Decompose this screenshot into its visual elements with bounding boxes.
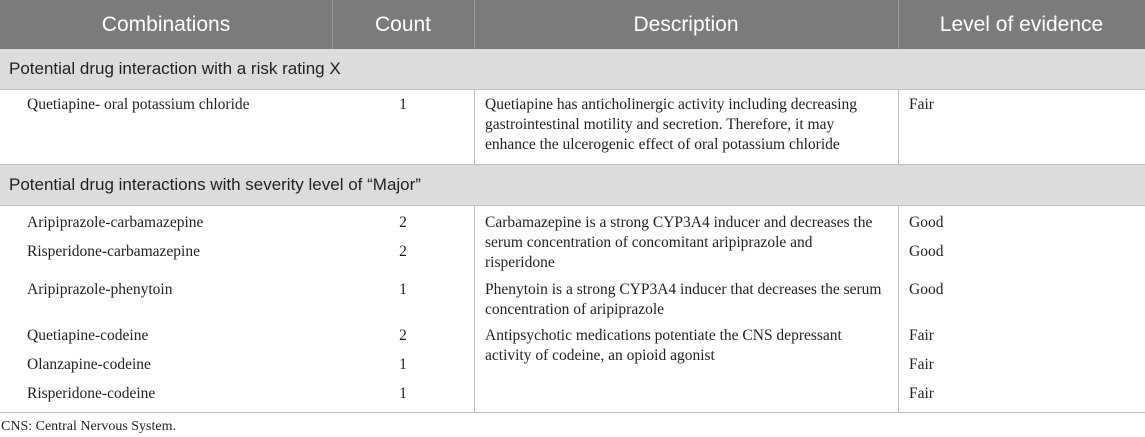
count-cell: 2 (399, 214, 407, 231)
count-cell: 2 (399, 243, 407, 260)
table-header (0, 0, 1145, 49)
row-divider (0, 205, 1145, 206)
description-line: Carbamazepine is a strong CYP3A4 inducer and decreases the (485, 214, 873, 231)
count-cell: 1 (399, 356, 407, 373)
combination-cell: Risperidone-codeine (27, 385, 156, 402)
header-divider (898, 0, 899, 49)
description-line: enhance the ulcerogenic effect of oral potassium chloride (485, 136, 840, 153)
combination-cell: Risperidone-carbamazepine (27, 243, 200, 260)
level-cell: Fair (909, 327, 934, 344)
column-divider (474, 205, 475, 413)
combination-cell: Quetiapine-codeine (27, 327, 149, 344)
footnote: CNS: Central Nervous System. (1, 419, 176, 434)
combination-cell: Quetiapine- oral potassium chloride (27, 96, 250, 113)
level-cell: Good (909, 214, 944, 231)
table-bottom-rule (0, 412, 1145, 413)
description-line: Phenytoin is a strong CYP3A4 inducer that decreases the serum (485, 281, 882, 298)
section-title: Potential drug interaction with a risk rating X (9, 59, 341, 78)
count-cell: 2 (399, 327, 407, 344)
column-divider (898, 89, 899, 164)
description-cell (485, 280, 895, 320)
description-line: activity of codeine, an opioid agonist (485, 347, 715, 364)
section-severity-major (0, 165, 1145, 205)
header-combinations: Combinations (101, 13, 231, 36)
combination-cell: Aripiprazole-phenytoin (27, 281, 173, 298)
header-count: Count (374, 13, 432, 36)
count-cell: 1 (399, 96, 407, 113)
count-cell: 1 (399, 385, 407, 402)
row-divider (0, 89, 1145, 90)
combination-cell: Olanzapine-codeine (27, 356, 151, 373)
level-cell: Fair (909, 385, 934, 402)
level-cell: Fair (909, 96, 934, 113)
count-cell: 1 (399, 281, 407, 298)
description-line: Antipsychotic medications potentiate the CNS depressant (485, 327, 842, 344)
header-divider (474, 0, 475, 49)
level-cell: Good (909, 243, 944, 260)
description-line: concentration of aripiprazole (485, 301, 665, 318)
level-cell: Fair (909, 356, 934, 373)
description-line: serum concentration of concomitant aripiprazole and (485, 234, 813, 251)
header-description: Description (633, 13, 739, 36)
column-divider (898, 205, 899, 413)
description-line: Quetiapine has anticholinergic activity including decreasing (485, 96, 858, 113)
section-title: Potential drug interactions with severity level of “Major” (9, 175, 421, 194)
description-line: gastrointestinal motility and secretion. Therefore, it may (485, 116, 835, 133)
level-cell: Good (909, 281, 944, 298)
combination-cell: Aripiprazole-carbamazepine (27, 214, 204, 231)
column-divider (474, 89, 475, 164)
header-divider (332, 0, 333, 49)
description-cell (485, 95, 895, 155)
header-level-of-evidence: Level of evidence (939, 13, 1104, 36)
description-line: risperidone (485, 254, 555, 271)
description-cell (485, 213, 895, 273)
description-cell (485, 326, 895, 366)
section-risk-rating-x (0, 49, 1145, 89)
